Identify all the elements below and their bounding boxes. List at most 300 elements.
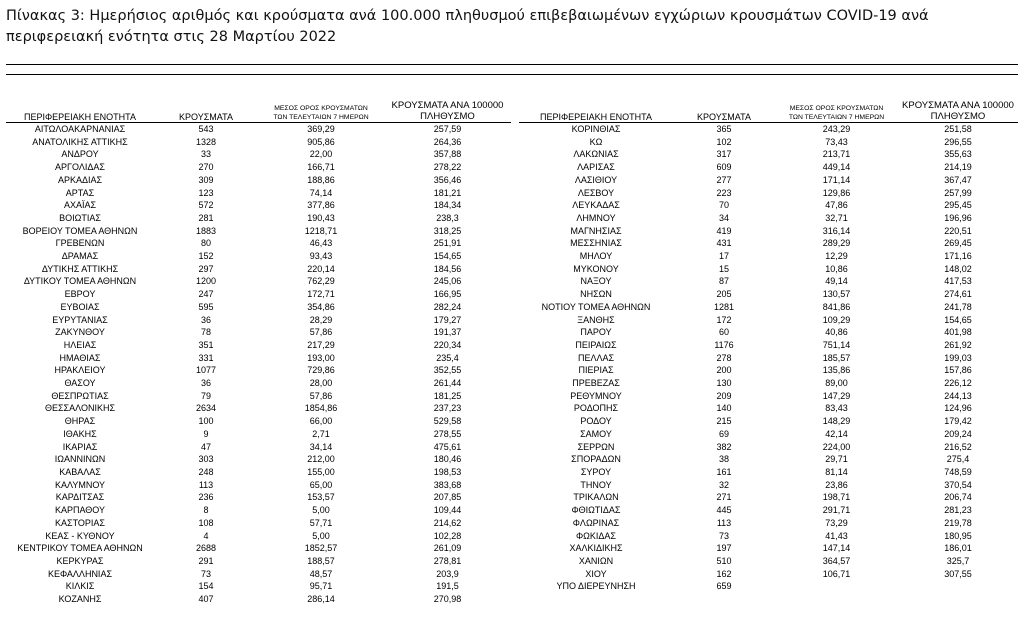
- table-row: [6, 479, 511, 492]
- header-per100k: [384, 98, 511, 123]
- unit-name: ΗΜΑΘΙΑΣ: [59, 352, 101, 363]
- table-row: [519, 390, 1018, 403]
- avg7-value: 213,71: [822, 149, 851, 160]
- avg7-value: 5,00: [312, 530, 330, 541]
- table-row: [519, 301, 1018, 314]
- avg7-value: 153,57: [307, 492, 335, 503]
- per100k-value: 251,91: [433, 238, 462, 249]
- per100k-value: 237,23: [433, 403, 462, 414]
- unit-name: ΚΩ: [589, 136, 603, 147]
- unit-name: ΝΑΞΟΥ: [580, 276, 612, 287]
- unit-name: ΕΒΡΟΥ: [64, 289, 96, 300]
- avg7-value: 40,86: [825, 327, 848, 338]
- cases-value: 281: [198, 212, 214, 223]
- avg7-value: 57,86: [309, 327, 333, 338]
- avg7-value: 193,00: [307, 352, 335, 363]
- table-row: [519, 479, 1018, 492]
- cases-value: 80: [200, 238, 211, 249]
- per100k-value: 357,88: [433, 149, 462, 160]
- cases-value: 17: [718, 251, 729, 262]
- unit-name: ΚΕΑΣ - ΚΥΘΝΟΥ: [45, 530, 115, 541]
- per100k-value: 278,55: [433, 428, 462, 439]
- header-avg7-line2: ΤΩΝ ΤΕΛΕΥΤΑΙΩΝ 7 ΗΜΕΡΩΝ: [273, 114, 369, 121]
- cases-value: 1077: [195, 365, 217, 376]
- table-row: [519, 580, 1018, 593]
- avg7-value: 65,00: [309, 479, 333, 490]
- per100k-value: 198,53: [433, 466, 462, 477]
- table-row: [6, 136, 511, 149]
- per100k-value: 235,4: [436, 352, 459, 363]
- cases-value: 36: [200, 314, 211, 325]
- avg7-value: 289,29: [822, 238, 851, 249]
- cases-value: 87: [718, 276, 729, 287]
- avg7-value: 751,14: [822, 339, 851, 350]
- avg7-value: 22,00: [309, 149, 333, 160]
- table-row: [519, 441, 1018, 454]
- per100k-value: 275,4: [946, 454, 970, 465]
- cases-value: 161: [716, 466, 732, 477]
- unit-name: ΝΟΤΙΟΥ ΤΟΜΕΑ ΑΘΗΝΩΝ: [541, 301, 651, 312]
- table-row: [519, 517, 1018, 530]
- cases-value: 47: [200, 441, 211, 452]
- per100k-value: 226,12: [944, 378, 972, 389]
- unit-name: ΠΡΕΒΕΖΑΣ: [572, 378, 620, 389]
- per100k-value: 179,27: [433, 314, 462, 325]
- table-row: [519, 555, 1018, 568]
- cases-value: 154: [198, 581, 214, 592]
- per100k-value: 475,61: [433, 441, 462, 452]
- unit-name: ΧΙΟΥ: [585, 568, 607, 579]
- per100k-value: 278,22: [433, 162, 462, 173]
- per100k-value: 238,3: [436, 212, 459, 223]
- unit-name: ΛΗΜΝΟΥ: [576, 212, 616, 223]
- per100k-value: 184,56: [433, 263, 462, 274]
- header-unit: ΠΕΡΙΦΕΡΕΙΑΚΗ ΕΝΟΤΗΤΑ: [519, 98, 673, 123]
- unit-name: ΜΑΓΝΗΣΙΑΣ: [570, 225, 622, 236]
- avg7-value: 81,14: [825, 466, 848, 477]
- unit-name: ΜΥΚΟΝΟΥ: [573, 263, 619, 274]
- cases-value: 2688: [195, 543, 217, 554]
- table-row: [519, 250, 1018, 263]
- cases-value: 1281: [713, 301, 735, 312]
- avg7-value: 10,86: [825, 263, 848, 274]
- avg7-value: 243,29: [822, 124, 851, 134]
- unit-name: ΥΠΟ ΔΙΕΡΕΥΝΗΣΗ: [556, 581, 636, 592]
- cases-value: 247: [198, 289, 214, 300]
- avg7-value: 74,14: [309, 187, 333, 198]
- table-row: [6, 123, 511, 136]
- per100k-value: 264,36: [433, 136, 462, 147]
- unit-name: ΑΡΓΟΛΙΔΑΣ: [55, 162, 105, 173]
- right-table: [519, 98, 1018, 593]
- top-rule: [6, 64, 1018, 65]
- cases-value: 595: [198, 301, 214, 312]
- unit-name: ΘΕΣΣΑΛΟΝΙΚΗΣ: [44, 403, 116, 414]
- per100k-value: 180,95: [944, 530, 972, 541]
- unit-name: ΣΑΜΟΥ: [580, 428, 612, 439]
- per100k-value: 171,16: [944, 251, 972, 262]
- header-per100k-line2: ΠΛΗΘΥΣΜΟ: [930, 110, 986, 122]
- unit-name: ΙΚΑΡΙΑΣ: [62, 441, 98, 452]
- per100k-value: 401,98: [944, 327, 972, 338]
- per100k-value: 191,5: [436, 581, 459, 592]
- unit-name: ΓΡΕΒΕΝΩΝ: [55, 238, 105, 249]
- avg7-value: 28,00: [309, 378, 333, 389]
- per100k-value: 370,54: [944, 479, 972, 490]
- cases-value: 8: [203, 505, 209, 516]
- per100k-value: 383,68: [433, 479, 462, 490]
- per100k-value: 296,55: [944, 136, 972, 147]
- table-row: [6, 402, 511, 415]
- table-row: [519, 491, 1018, 504]
- unit-name: ΠΑΡΟΥ: [580, 327, 612, 338]
- header-cases: ΚΡΟΥΣΜΑΤΑ: [673, 98, 775, 123]
- unit-name: ΔΥΤΙΚΟΥ ΤΟΜΕΑ ΑΘΗΝΩΝ: [23, 276, 137, 287]
- per100k-value: 102,28: [433, 530, 462, 541]
- cases-value: 38: [718, 454, 729, 465]
- left-table: [6, 98, 511, 606]
- table-row: [519, 453, 1018, 466]
- avg7-value: 73,29: [825, 517, 848, 528]
- unit-name: ΡΟΔΟΠΗΣ: [573, 403, 619, 414]
- per100k-value: 157,86: [944, 365, 972, 376]
- cases-value: 270: [198, 162, 214, 173]
- cases-value: 431: [716, 238, 732, 249]
- cases-value: 223: [716, 187, 732, 198]
- table-row: [6, 364, 511, 377]
- avg7-value: 185,57: [822, 352, 851, 363]
- avg7-value: 95,71: [309, 581, 333, 592]
- avg7-value: 155,00: [307, 466, 335, 477]
- avg7-value: 106,71: [822, 568, 851, 579]
- cases-value: 659: [716, 581, 732, 592]
- unit-name: ΛΑΚΩΝΙΑΣ: [573, 149, 619, 160]
- per100k-value: 318,25: [433, 225, 462, 236]
- avg7-value: 93,43: [309, 251, 333, 262]
- avg7-value: 129,86: [822, 187, 851, 198]
- unit-name: ΛΑΣΙΘΙΟΥ: [574, 174, 618, 185]
- table-row: [519, 161, 1018, 174]
- unit-name: ΑΙΤΩΛΟΑΚΑΡΝΑΝΙΑΣ: [34, 124, 126, 134]
- avg7-value: 198,71: [822, 492, 851, 503]
- unit-name: ΣΕΡΡΩΝ: [577, 441, 615, 452]
- avg7-value: 286,14: [307, 594, 335, 605]
- avg7-value: 190,43: [307, 212, 335, 223]
- cases-value: 172: [716, 314, 732, 325]
- cases-value: 205: [716, 289, 732, 300]
- cases-value: 215: [716, 416, 732, 427]
- cases-value: 236: [198, 492, 214, 503]
- avg7-value: 29,71: [825, 454, 848, 465]
- cases-value: 113: [716, 517, 732, 528]
- table-row: [6, 187, 511, 200]
- left-header-row: [6, 98, 511, 123]
- avg7-value: 354,86: [307, 301, 335, 312]
- cases-value: 510: [716, 555, 732, 566]
- per100k-value: 220,51: [944, 225, 972, 236]
- unit-name: ΦΩΚΙΔΑΣ: [576, 530, 616, 541]
- cases-value: 162: [716, 568, 732, 579]
- unit-name: ΞΑΝΘΗΣ: [577, 314, 615, 325]
- unit-name: ΦΛΩΡΙΝΑΣ: [572, 517, 620, 528]
- per100k-value: 180,46: [433, 454, 462, 465]
- unit-name: ΚΕΡΚΥΡΑΣ: [56, 555, 104, 566]
- per100k-value: [898, 580, 1018, 593]
- unit-name: ΚΕΝΤΡΙΚΟΥ ΤΟΜΕΑ ΑΘΗΝΩΝ: [17, 543, 143, 554]
- unit-name: ΑΝΔΡΟΥ: [61, 149, 99, 160]
- per100k-value: 154,65: [433, 251, 462, 262]
- per100k-value: 282,24: [433, 301, 462, 312]
- avg7-value: 1854,86: [304, 403, 338, 414]
- per100k-value: 281,23: [944, 505, 972, 516]
- table-row: [6, 441, 511, 454]
- avg7-value: 34,14: [309, 441, 333, 452]
- table-row: [6, 377, 511, 390]
- unit-name: ΕΥΡΥΤΑΝΙΑΣ: [52, 314, 108, 325]
- table-row: [519, 377, 1018, 390]
- avg7-value: 905,86: [307, 136, 335, 147]
- per100k-value: 196,96: [944, 212, 972, 223]
- per100k-value: 219,78: [944, 517, 972, 528]
- unit-name: ΚΑΡΠΑΘΟΥ: [54, 505, 106, 516]
- cases-value: 277: [716, 174, 732, 185]
- unit-name: ΦΘΙΩΤΙΔΑΣ: [571, 505, 621, 516]
- cases-value: 331: [198, 352, 214, 363]
- table-row: [519, 466, 1018, 479]
- unit-name: ΚΑΣΤΟΡΙΑΣ: [55, 517, 105, 528]
- table-row: [6, 593, 511, 606]
- unit-name: ΙΩΑΝΝΙΝΩΝ: [54, 454, 106, 465]
- table-row: [519, 364, 1018, 377]
- avg7-value: 171,14: [822, 174, 851, 185]
- cases-value: 278: [716, 352, 732, 363]
- table-row: [6, 415, 511, 428]
- per100k-value: 207,85: [433, 492, 462, 503]
- cases-value: 382: [716, 441, 732, 452]
- cases-value: 365: [716, 124, 732, 134]
- table-row: [6, 275, 511, 288]
- table-row: [6, 225, 511, 238]
- cases-value: 4: [203, 530, 209, 541]
- avg7-value: 224,00: [822, 441, 851, 452]
- table-row: [6, 237, 511, 250]
- cases-value: 15: [718, 263, 729, 274]
- per100k-value: 356,46: [433, 174, 462, 185]
- unit-name: ΛΑΡΙΣΑΣ: [577, 162, 615, 173]
- unit-name: ΠΙΕΡΙΑΣ: [578, 365, 614, 376]
- cases-value: 123: [198, 187, 214, 198]
- table-row: [519, 187, 1018, 200]
- avg7-value: 729,86: [307, 365, 335, 376]
- per100k-value: 748,59: [944, 466, 972, 477]
- table-row: [6, 314, 511, 327]
- avg7-value: 841,86: [822, 301, 851, 312]
- per100k-value: 245,06: [433, 276, 462, 287]
- unit-name: ΠΕΛΛΑΣ: [577, 352, 615, 363]
- unit-name: ΡΕΘΥΜΝΟΥ: [570, 390, 622, 401]
- unit-name: ΚΕΦΑΛΛΗΝΙΑΣ: [47, 568, 113, 579]
- per100k-value: 261,92: [944, 339, 972, 350]
- left-table-block: [6, 98, 511, 606]
- cases-value: 351: [198, 339, 214, 350]
- header-cases: ΚΡΟΥΣΜΑΤΑ: [154, 98, 258, 123]
- table-row: [6, 212, 511, 225]
- table-row: [519, 212, 1018, 225]
- header-per100k-line2: ΠΛΗΘΥΣΜΟ: [420, 110, 475, 122]
- avg7-value: 135,86: [822, 365, 851, 376]
- avg7-value: 47,86: [825, 200, 848, 211]
- unit-name: ΔΥΤΙΚΗΣ ΑΤΤΙΚΗΣ: [41, 263, 119, 274]
- table-row: [519, 288, 1018, 301]
- cases-value: 1200: [195, 276, 217, 287]
- unit-name: ΘΗΡΑΣ: [64, 416, 96, 427]
- cases-value: 309: [198, 174, 214, 185]
- avg7-value: 23,86: [825, 479, 848, 490]
- cases-value: 209: [716, 390, 732, 401]
- unit-name: ΑΝΑΤΟΛΙΚΗΣ ΑΤΤΙΚΗΣ: [32, 136, 128, 147]
- cases-value: 113: [198, 479, 214, 490]
- table-row: [6, 352, 511, 365]
- table-row: [6, 504, 511, 517]
- cases-value: 297: [198, 263, 214, 274]
- per100k-value: 181,21: [433, 187, 462, 198]
- unit-name: ΤΡΙΚΑΛΩΝ: [573, 492, 619, 503]
- cases-value: 69: [718, 428, 729, 439]
- unit-name: ΙΘΑΚΗΣ: [63, 428, 97, 439]
- table-container: [6, 98, 1018, 628]
- cases-value: 197: [716, 543, 732, 554]
- header-per100k: [898, 98, 1018, 123]
- cases-value: 33: [200, 149, 211, 160]
- per100k-value: 352,55: [433, 365, 462, 376]
- table-row: [6, 161, 511, 174]
- unit-name: ΗΛΕΙΑΣ: [63, 339, 97, 350]
- avg7-value: 49,14: [825, 276, 848, 287]
- unit-name: ΛΕΥΚΑΔΑΣ: [572, 200, 620, 211]
- unit-name: ΧΑΛΚΙΔΙΚΗΣ: [569, 543, 623, 554]
- table-row: [519, 136, 1018, 149]
- cases-value: 291: [198, 555, 214, 566]
- table-row: [6, 580, 511, 593]
- avg7-value: 48,57: [309, 568, 333, 579]
- per100k-value: 251,58: [944, 124, 972, 134]
- cases-value: 303: [198, 454, 214, 465]
- per100k-value: 179,42: [944, 416, 972, 427]
- cases-value: 2634: [195, 403, 217, 414]
- table-row: [519, 415, 1018, 428]
- cases-value: 445: [716, 505, 732, 516]
- cases-value: 60: [718, 327, 729, 338]
- cases-value: 73: [200, 568, 211, 579]
- cases-value: 36: [200, 378, 211, 389]
- avg7-value: 188,86: [307, 174, 335, 185]
- cases-value: 130: [716, 378, 732, 389]
- table-row: [6, 568, 511, 581]
- table-row: [6, 263, 511, 276]
- per100k-value: 367,47: [944, 174, 972, 185]
- avg7-value: 147,14: [822, 543, 851, 554]
- avg7-value: 5,00: [312, 505, 330, 516]
- table-row: [6, 288, 511, 301]
- table-row: [519, 314, 1018, 327]
- header-per100k-line1: ΚΡΟΥΣΜΑΤΑ ΑΝΑ 100000: [902, 100, 1014, 111]
- cases-value: 34: [718, 212, 729, 223]
- cases-value: 1328: [195, 136, 217, 147]
- table-row: [519, 225, 1018, 238]
- table-row: [6, 542, 511, 555]
- avg7-value: 12,29: [825, 251, 848, 262]
- per100k-value: 206,74: [944, 492, 972, 503]
- unit-name: ΝΗΣΩΝ: [580, 289, 612, 300]
- unit-name: ΔΡΑΜΑΣ: [61, 251, 99, 262]
- unit-name: ΑΡΚΑΔΙΑΣ: [57, 174, 103, 185]
- avg7-value: 364,57: [822, 555, 851, 566]
- unit-name: ΚΑΒΑΛΑΣ: [59, 466, 101, 477]
- per100k-value: 154,65: [944, 314, 972, 325]
- avg7-value: 291,71: [822, 505, 851, 516]
- unit-name: ΜΕΣΣΗΝΙΑΣ: [570, 238, 622, 249]
- right-header-row: [519, 98, 1018, 123]
- per100k-value: 244,13: [944, 390, 972, 401]
- per100k-value: 209,24: [944, 428, 972, 439]
- avg7-value: 32,71: [825, 212, 848, 223]
- per100k-value: 184,34: [433, 200, 462, 211]
- per100k-value: 166,95: [433, 289, 462, 300]
- unit-name: ΜΗΛΟΥ: [579, 251, 613, 262]
- cases-value: 79: [200, 390, 211, 401]
- cases-value: 32: [718, 479, 729, 490]
- table-row: [519, 263, 1018, 276]
- cases-value: 152: [198, 251, 214, 262]
- table-row: [519, 339, 1018, 352]
- header-avg7: [258, 98, 384, 123]
- right-table-block: [519, 98, 1018, 593]
- per100k-value: 199,03: [944, 352, 972, 363]
- avg7-value: 57,71: [309, 517, 333, 528]
- avg7-value: 172,71: [307, 289, 335, 300]
- per100k-value: 257,99: [944, 187, 972, 198]
- per100k-value: 214,62: [433, 517, 462, 528]
- header-unit: ΠΕΡΙΦΕΡΕΙΑΚΗ ΕΝΟΤΗΤΑ: [6, 98, 154, 123]
- unit-name: ΑΡΤΑΣ: [65, 187, 95, 198]
- table-row: [519, 148, 1018, 161]
- per100k-value: 325,7: [946, 555, 970, 566]
- per100k-value: 261,09: [433, 543, 462, 554]
- cases-value: 1176: [714, 339, 734, 350]
- table-row: [6, 390, 511, 403]
- per100k-value: 109,44: [433, 505, 462, 516]
- unit-name: ΕΥΒΟΙΑΣ: [60, 301, 100, 312]
- table-row: [6, 199, 511, 212]
- per100k-value: 220,34: [433, 339, 462, 350]
- avg7-value: 147,29: [822, 390, 851, 401]
- avg7-value: 83,43: [825, 403, 848, 414]
- per100k-value: 124,96: [944, 403, 972, 414]
- header-avg7: [775, 98, 898, 123]
- avg7-value: 57,86: [309, 390, 333, 401]
- per100k-value: 203,9: [436, 568, 459, 579]
- per100k-value: 355,63: [944, 149, 972, 160]
- table-row: [519, 530, 1018, 543]
- avg7-value: 166,71: [307, 162, 335, 173]
- table-row: [6, 428, 511, 441]
- cases-value: 102: [716, 136, 732, 147]
- unit-name: ΣΥΡΟΥ: [580, 466, 612, 477]
- avg7-value: 1852,57: [304, 543, 338, 554]
- table-row: [6, 491, 511, 504]
- left-table-body: [6, 123, 511, 606]
- cases-value: 1883: [195, 225, 217, 236]
